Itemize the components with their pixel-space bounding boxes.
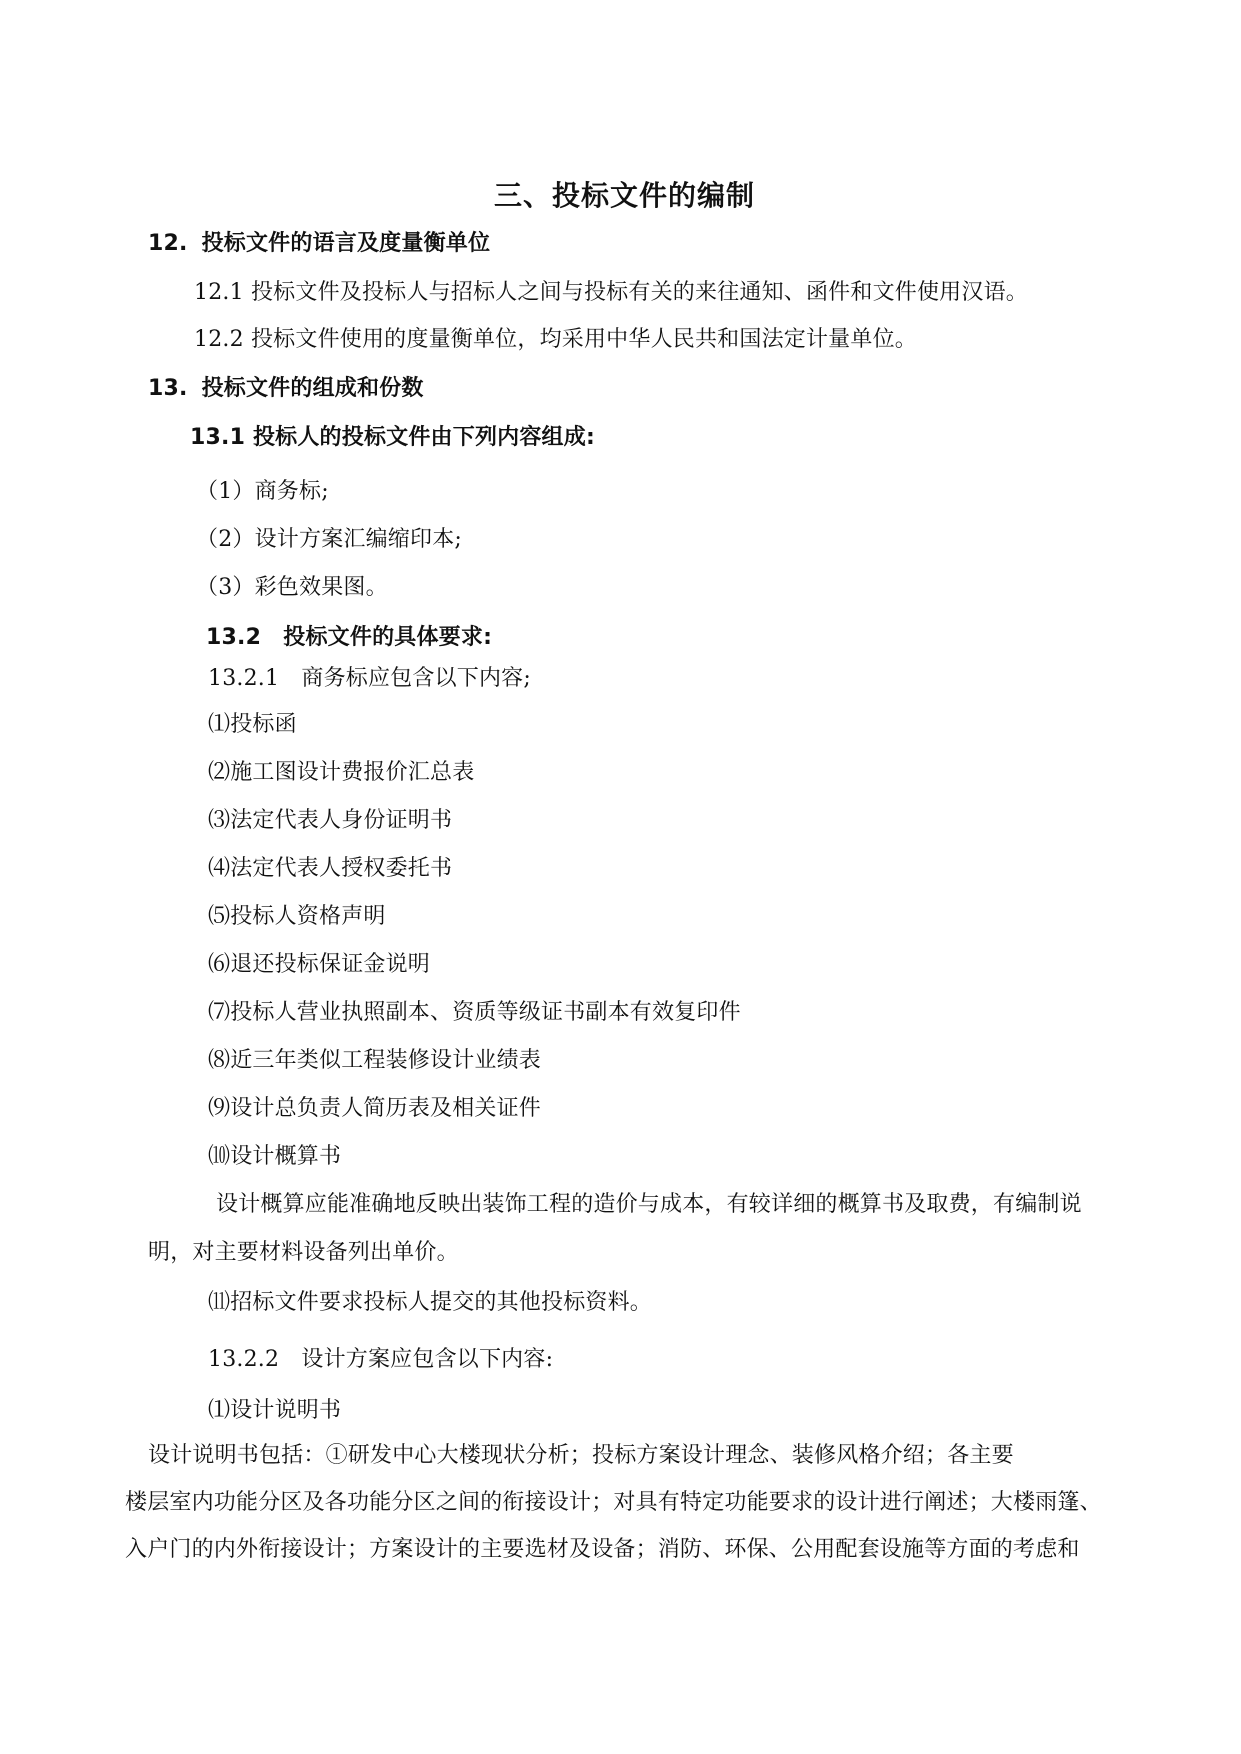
section-12-title: 投标文件的语言及度量衡单位 (201, 231, 491, 256)
business-item: ⑷法定代表人授权委托书 (208, 856, 453, 881)
design-paragraph-line-1: 设计说明书包括：①研发中心大楼现状分析；投标方案设计理念、装修风格介绍；各主要 (148, 1443, 1014, 1468)
business-item: ⑺投标人营业执照副本、资质等级证书副本有效复印件 (208, 1000, 741, 1025)
business-item-11: ⑾招标文件要求投标人提交的其他投标资料。 (208, 1290, 653, 1315)
design-paragraph-line-3: 入户门的内外衔接设计；方案设计的主要选材及设备；消防、环保、公用配套设施等方面的考虑和 (125, 1537, 1080, 1562)
business-item: ⑴投标函 (208, 712, 297, 737)
list-item: （3）彩色效果图。 (196, 575, 388, 600)
paragraph-12-1: 12.1 投标文件及投标人与招标人之间与投标有关的来往通知、函件和文件使用汉语。 (194, 280, 1028, 305)
business-item: ⑸投标人资格声明 (208, 904, 386, 929)
business-item: ⑼设计总负责人简历表及相关证件 (208, 1096, 542, 1121)
subheading-13-2-2: 13.2.2 设计方案应包含以下内容: (208, 1347, 554, 1372)
list-item: （2）设计方案汇编缩印本; (196, 527, 463, 552)
business-item: ⑽设计概算书 (208, 1144, 342, 1169)
section-13-title: 投标文件的组成和份数 (201, 376, 424, 401)
design-paragraph-line-2: 楼层室内功能分区及各功能分区之间的衔接设计；对具有特定功能要求的设计进行阐述；大楼雨篷、 (125, 1490, 1102, 1515)
page-title: 三、投标文件的编制 (494, 179, 756, 212)
business-item: ⑶法定代表人身份证明书 (208, 808, 453, 833)
budget-note-line-1: 设计概算应能准确地反映出装饰工程的造价与成本，有较详细的概算书及取费，有编制说 (216, 1192, 1082, 1217)
budget-note-line-2: 明，对主要材料设备列出单价。 (148, 1240, 459, 1265)
section-12-heading (148, 229, 490, 259)
business-item: ⑻近三年类似工程装修设计业绩表 (208, 1048, 542, 1073)
section-13-heading (148, 374, 424, 404)
section-13-number: 13. (148, 376, 188, 401)
subheading-13-2-1: 13.2.1 商务标应包含以下内容; (208, 666, 531, 691)
list-item: （1）商务标; (196, 479, 329, 504)
paragraph-12-2: 12.2 投标文件使用的度量衡单位，均采用中华人民共和国法定计量单位。 (194, 327, 917, 352)
subheading-13-1: 13.1 投标人的投标文件由下列内容组成: (190, 425, 595, 450)
business-item: ⑹退还投标保证金说明 (208, 952, 431, 977)
design-item: ⑴设计说明书 (208, 1398, 342, 1423)
business-item: ⑵施工图设计费报价汇总表 (208, 760, 475, 785)
subheading-13-2: 13.2 投标文件的具体要求: (206, 625, 493, 650)
section-12-number: 12. (148, 231, 188, 256)
